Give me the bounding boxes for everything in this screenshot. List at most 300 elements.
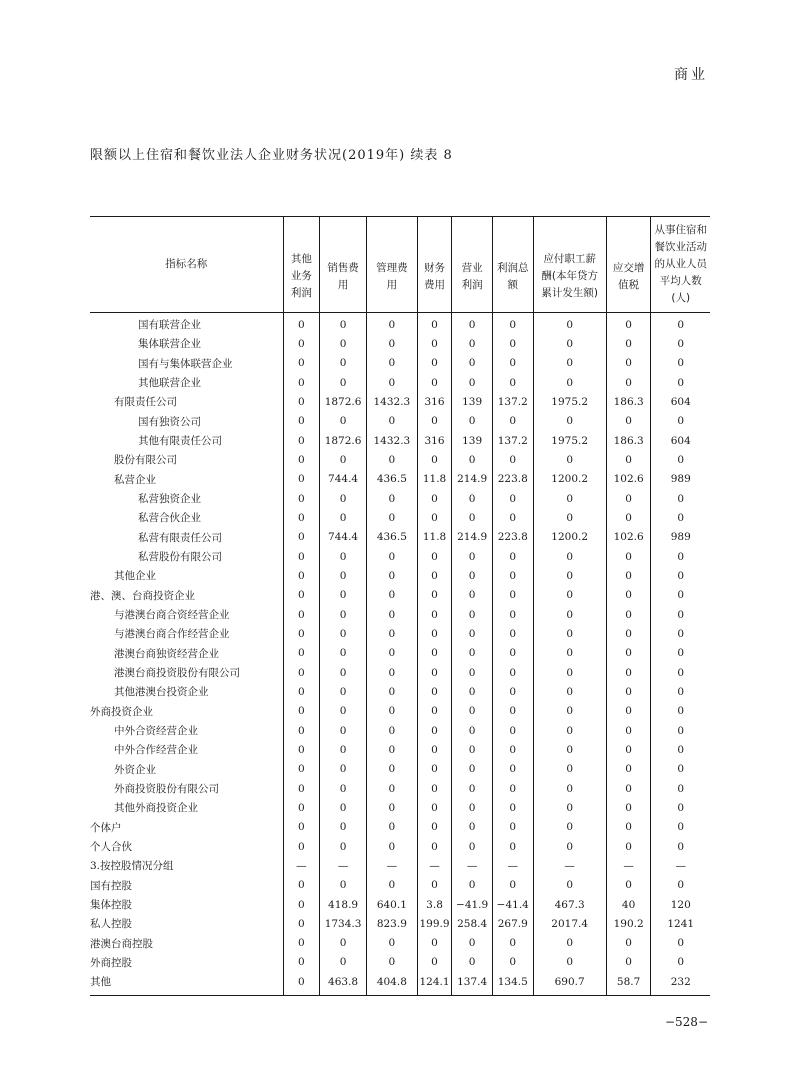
table-cell: 0 xyxy=(283,605,320,624)
table-cell: 1432.3 xyxy=(366,431,417,450)
table-cell: 0 xyxy=(533,624,606,643)
row-label: 港、澳、台商投资企业 xyxy=(90,589,195,602)
table-row xyxy=(90,547,710,566)
table-cell: 0 xyxy=(606,818,651,837)
table-cell: 0 xyxy=(366,547,417,566)
table-cell: 0 xyxy=(492,876,533,895)
table-cell: 0 xyxy=(651,760,710,779)
table-cell: 0 xyxy=(417,663,452,682)
table-cell: 0 xyxy=(492,586,533,605)
table-row xyxy=(90,450,710,469)
table-cell: 0 xyxy=(320,354,367,373)
table-cell: 0 xyxy=(492,508,533,527)
table-cell: 0 xyxy=(492,740,533,759)
table-row xyxy=(90,334,710,353)
table-cell: −41.4 xyxy=(492,895,533,914)
table-cell: 0 xyxy=(283,547,320,566)
header-line: 营业 xyxy=(461,261,483,274)
table-cell: 0 xyxy=(417,566,452,585)
row-label: 外资企业 xyxy=(114,763,156,776)
table-cell: 0 xyxy=(533,682,606,701)
table-cell: 0 xyxy=(283,508,320,527)
table-cell: 0 xyxy=(492,313,533,335)
table-cell: 0 xyxy=(452,450,493,469)
table-cell: 0 xyxy=(492,818,533,837)
table-cell: 0 xyxy=(492,354,533,373)
table-cell: 0 xyxy=(366,508,417,527)
table-cell: 0 xyxy=(417,876,452,895)
row-label: 私营股份有限公司 xyxy=(138,551,222,564)
table-cell: 0 xyxy=(533,740,606,759)
table-cell: 0 xyxy=(452,605,493,624)
table-cell: 0 xyxy=(606,663,651,682)
table-cell: 0 xyxy=(651,682,710,701)
row-label: 其他有限责任公司 xyxy=(138,435,222,448)
table-cell: 0 xyxy=(366,721,417,740)
table-cell: 0 xyxy=(320,489,367,508)
table-cell: 0 xyxy=(651,354,710,373)
header-line: 其他 xyxy=(290,253,312,265)
table-cell: 0 xyxy=(366,605,417,624)
header-financial-expenses xyxy=(417,217,452,313)
table-cell: 0 xyxy=(320,818,367,837)
header-line: 额 xyxy=(507,278,518,291)
header-line: 指标名称 xyxy=(165,258,208,270)
table-cell: 0 xyxy=(417,412,452,431)
row-label: 国有独资公司 xyxy=(138,415,201,428)
table-cell: 0 xyxy=(283,354,320,373)
table-row xyxy=(90,566,710,585)
table-cell: 436.5 xyxy=(366,470,417,489)
table-cell: 0 xyxy=(417,721,452,740)
table-cell: 102.6 xyxy=(606,470,651,489)
table-cell: 0 xyxy=(417,373,452,392)
table-cell: 0 xyxy=(606,953,651,972)
table-cell: 989 xyxy=(651,528,710,547)
table-cell: 0 xyxy=(320,837,367,856)
table-row xyxy=(90,837,710,856)
table-cell: — xyxy=(533,856,606,875)
table-cell: 186.3 xyxy=(606,392,651,411)
table-cell: 0 xyxy=(452,354,493,373)
table-cell: 137.4 xyxy=(452,972,493,996)
table-cell: 0 xyxy=(651,412,710,431)
table-cell: 0 xyxy=(452,779,493,798)
table-cell: 0 xyxy=(651,721,710,740)
table-cell: 0 xyxy=(283,760,320,779)
table-cell: 0 xyxy=(651,334,710,353)
row-label: 国有与集体联营企业 xyxy=(138,357,233,370)
table-cell: 0 xyxy=(452,760,493,779)
table-cell: 0 xyxy=(452,953,493,972)
header-total-profit xyxy=(492,217,533,313)
table-cell: 0 xyxy=(452,334,493,353)
table-cell: 0 xyxy=(452,412,493,431)
header-selling-expenses xyxy=(320,217,367,313)
table-cell: 0 xyxy=(283,721,320,740)
header-indicator-name xyxy=(90,217,283,313)
table-cell: 0 xyxy=(283,953,320,972)
table-cell: 0 xyxy=(366,489,417,508)
row-label: 其他港澳台投资企业 xyxy=(114,686,209,699)
table-cell: 0 xyxy=(366,779,417,798)
table-cell: 214.9 xyxy=(452,528,493,547)
table-cell: 0 xyxy=(417,489,452,508)
header-line: 应交增 xyxy=(612,261,645,274)
table-cell: 0 xyxy=(417,953,452,972)
table-cell: 0 xyxy=(320,412,367,431)
table-cell: 0 xyxy=(283,313,320,335)
table-cell: 0 xyxy=(283,798,320,817)
table-cell: 404.8 xyxy=(366,972,417,996)
table-cell: 0 xyxy=(533,934,606,953)
table-cell: 137.2 xyxy=(492,392,533,411)
table-cell: 0 xyxy=(606,779,651,798)
table-cell: 0 xyxy=(366,818,417,837)
table-cell: 0 xyxy=(452,682,493,701)
table-cell: 0 xyxy=(366,450,417,469)
table-cell: 0 xyxy=(651,547,710,566)
row-label: 其他企业 xyxy=(114,570,156,583)
table-cell: 0 xyxy=(283,489,320,508)
table-cell: — xyxy=(417,856,452,875)
table-cell: 0 xyxy=(606,624,651,643)
table-cell: 232 xyxy=(651,972,710,996)
table-cell: 0 xyxy=(320,508,367,527)
table-row xyxy=(90,972,710,996)
table-cell: 0 xyxy=(492,624,533,643)
table-cell: 0 xyxy=(452,566,493,585)
table-cell: 0 xyxy=(651,586,710,605)
table-cell: 199.9 xyxy=(417,914,452,933)
table-cell: 0 xyxy=(492,412,533,431)
table-body xyxy=(90,313,710,996)
table-cell: 0 xyxy=(417,334,452,353)
table-row xyxy=(90,624,710,643)
table-cell: 0 xyxy=(492,760,533,779)
table-cell: 0 xyxy=(283,470,320,489)
table-cell: 223.8 xyxy=(492,528,533,547)
table-cell: 0 xyxy=(651,702,710,721)
table-cell: 0 xyxy=(452,876,493,895)
table-row xyxy=(90,682,710,701)
table-cell: 0 xyxy=(492,334,533,353)
table-cell: 0 xyxy=(452,313,493,335)
table-cell: 0 xyxy=(320,702,367,721)
table-cell: 0 xyxy=(283,624,320,643)
table-cell: 0 xyxy=(320,953,367,972)
table-cell: 0 xyxy=(492,934,533,953)
table-row xyxy=(90,605,710,624)
header-payroll-payable xyxy=(533,217,606,313)
table-cell: 258.4 xyxy=(452,914,493,933)
table-cell: 0 xyxy=(366,354,417,373)
table-cell: 0 xyxy=(651,740,710,759)
table-cell: 0 xyxy=(283,566,320,585)
table-cell: 0 xyxy=(320,313,367,335)
table-cell: 0 xyxy=(492,702,533,721)
table-cell: 0 xyxy=(320,644,367,663)
row-label: 港澳台商独资经营企业 xyxy=(114,647,219,660)
table-cell: 0 xyxy=(452,702,493,721)
table-row xyxy=(90,740,710,759)
table-cell: 0 xyxy=(417,798,452,817)
row-label: 与港澳台商合作经营企业 xyxy=(114,628,230,641)
table-cell: 0 xyxy=(320,798,367,817)
table-row xyxy=(90,856,710,875)
table-cell: 0 xyxy=(283,586,320,605)
table-cell: 0 xyxy=(651,663,710,682)
table-cell: 0 xyxy=(606,682,651,701)
table-cell: 0 xyxy=(606,876,651,895)
table-cell: 0 xyxy=(283,779,320,798)
table-cell: 0 xyxy=(417,508,452,527)
table-cell: 0 xyxy=(533,876,606,895)
table-cell: 0 xyxy=(320,334,367,353)
table-cell: 0 xyxy=(366,876,417,895)
table-cell: 0 xyxy=(533,334,606,353)
row-label: 港澳台商控股 xyxy=(90,937,153,950)
table-cell: 0 xyxy=(320,721,367,740)
table-cell: 0 xyxy=(366,760,417,779)
header-avg-employees xyxy=(651,217,710,313)
row-label: 个体户 xyxy=(90,821,122,834)
table-cell: 0 xyxy=(320,373,367,392)
table-cell: 134.5 xyxy=(492,972,533,996)
table-cell: 0 xyxy=(366,837,417,856)
table-cell: 0 xyxy=(283,644,320,663)
table-cell: 0 xyxy=(417,313,452,335)
table-cell: 0 xyxy=(533,798,606,817)
row-label: 外商投资企业 xyxy=(90,705,153,718)
table-cell: 0 xyxy=(651,489,710,508)
row-label: 集体控股 xyxy=(90,899,132,911)
table-row xyxy=(90,876,710,895)
table-cell: — xyxy=(492,856,533,875)
table-cell: 3.8 xyxy=(417,895,452,914)
table-cell: 0 xyxy=(283,373,320,392)
row-label: 有限责任公司 xyxy=(114,396,177,409)
table-cell: 0 xyxy=(651,644,710,663)
header-admin-expenses xyxy=(366,217,417,313)
table-cell: 0 xyxy=(533,586,606,605)
table-cell: 0 xyxy=(492,682,533,701)
row-label: 私人控股 xyxy=(90,918,132,931)
table-cell: 0 xyxy=(283,818,320,837)
table-cell: 0 xyxy=(606,586,651,605)
table-cell: 40 xyxy=(606,895,651,914)
table-cell: 0 xyxy=(417,740,452,759)
table-cell: 0 xyxy=(606,798,651,817)
table-cell: 0 xyxy=(283,837,320,856)
table-row xyxy=(90,313,710,335)
table-cell: 418.9 xyxy=(320,895,367,914)
table-cell: 0 xyxy=(366,740,417,759)
table-cell: 0 xyxy=(320,876,367,895)
table-cell: 267.9 xyxy=(492,914,533,933)
table-cell: 1200.2 xyxy=(533,470,606,489)
table-row xyxy=(90,392,710,411)
table-cell: 0 xyxy=(606,721,651,740)
table-cell: 0 xyxy=(417,779,452,798)
table-cell: 0 xyxy=(606,837,651,856)
table-cell: 0 xyxy=(366,624,417,643)
table-cell: 0 xyxy=(606,450,651,469)
table-cell: 1975.2 xyxy=(533,431,606,450)
row-label: 个人合伙 xyxy=(90,841,132,854)
table-cell: 0 xyxy=(417,586,452,605)
table-cell: 58.7 xyxy=(606,972,651,996)
table-cell: 0 xyxy=(452,934,493,953)
table-cell: 0 xyxy=(452,644,493,663)
table-cell: 0 xyxy=(492,721,533,740)
table-cell: 0 xyxy=(452,740,493,759)
table-cell: 0 xyxy=(417,605,452,624)
table-cell: 0 xyxy=(320,682,367,701)
table-cell: 0 xyxy=(492,489,533,508)
row-label: 其他 xyxy=(90,972,283,996)
financial-table xyxy=(90,216,710,996)
header-line: 餐饮业活动 xyxy=(654,241,707,253)
table-row xyxy=(90,508,710,527)
table-cell: 0 xyxy=(366,663,417,682)
table-row xyxy=(90,779,710,798)
table-cell: 0 xyxy=(452,837,493,856)
table-cell: 0 xyxy=(651,450,710,469)
row-label: 其他外商投资企业 xyxy=(114,802,198,815)
table-cell: 0 xyxy=(283,450,320,469)
table-cell: 0 xyxy=(366,934,417,953)
table-cell: 0 xyxy=(533,779,606,798)
table-cell: 604 xyxy=(651,392,710,411)
table-cell: 0 xyxy=(606,760,651,779)
table-cell: 0 xyxy=(283,431,320,450)
row-label: 中外合资经营企业 xyxy=(114,725,198,738)
header-line: 平均人数 xyxy=(659,275,702,287)
table-cell: 0 xyxy=(651,566,710,585)
table-cell: 137.2 xyxy=(492,431,533,450)
table-cell: 0 xyxy=(492,566,533,585)
header-line: 累计发生额) xyxy=(541,287,598,299)
row-label: 国有控股 xyxy=(90,879,132,892)
table-cell: 0 xyxy=(533,566,606,585)
table-cell: — xyxy=(366,856,417,875)
table-cell: 604 xyxy=(651,431,710,450)
table-cell: 0 xyxy=(417,354,452,373)
row-label: 外商投资股份有限公司 xyxy=(114,783,219,796)
header-row xyxy=(90,217,710,313)
table-cell: 0 xyxy=(533,818,606,837)
table-cell: 0 xyxy=(320,450,367,469)
table-cell: 0 xyxy=(606,547,651,566)
header-line: 销售费 xyxy=(327,261,359,274)
table-cell: 0 xyxy=(606,334,651,353)
table-cell: 0 xyxy=(320,779,367,798)
row-label: 私营企业 xyxy=(114,473,156,486)
table-cell: 0 xyxy=(452,586,493,605)
table-cell: 0 xyxy=(417,682,452,701)
table-cell: 0 xyxy=(417,818,452,837)
table-cell: 0 xyxy=(533,663,606,682)
table-cell: — xyxy=(606,856,651,875)
table-cell: — xyxy=(320,856,367,875)
row-label: 国有联营企业 xyxy=(138,319,201,332)
table-cell: 0 xyxy=(533,412,606,431)
table-cell: 0 xyxy=(651,779,710,798)
table-cell: 436.5 xyxy=(366,528,417,547)
table-cell: 0 xyxy=(492,605,533,624)
header-line: 酬(本年贷方 xyxy=(541,270,598,282)
table-cell: 0 xyxy=(492,450,533,469)
table-cell: 1432.3 xyxy=(366,392,417,411)
table-cell: 316 xyxy=(417,392,452,411)
table-row xyxy=(90,663,710,682)
table-cell: 0 xyxy=(366,798,417,817)
table-cell: 0 xyxy=(283,528,320,547)
table-cell: 0 xyxy=(651,624,710,643)
table-cell: 1200.2 xyxy=(533,528,606,547)
table-cell: 0 xyxy=(533,450,606,469)
table-cell: 0 xyxy=(283,876,320,895)
table-row xyxy=(90,721,710,740)
table-cell: 0 xyxy=(366,566,417,585)
table-row xyxy=(90,818,710,837)
table-cell: 0 xyxy=(651,818,710,837)
table-cell: — xyxy=(651,856,710,875)
table-cell: 11.8 xyxy=(417,470,452,489)
table-cell: 823.9 xyxy=(366,914,417,933)
table-cell: 0 xyxy=(651,605,710,624)
row-label: 私营合伙企业 xyxy=(138,512,201,525)
table-cell: 0 xyxy=(283,740,320,759)
header-line: 的从业人员 xyxy=(654,258,707,270)
table-row xyxy=(90,586,710,605)
table-cell: 214.9 xyxy=(452,470,493,489)
table-cell: 0 xyxy=(417,934,452,953)
table-cell: 0 xyxy=(492,663,533,682)
table-cell: — xyxy=(283,856,320,875)
table-cell: 0 xyxy=(606,644,651,663)
table-cell: 0 xyxy=(606,566,651,585)
table-cell: 0 xyxy=(452,798,493,817)
table-cell: 0 xyxy=(417,450,452,469)
table-cell: 0 xyxy=(606,508,651,527)
table-cell: 11.8 xyxy=(417,528,452,547)
table-cell: 0 xyxy=(452,721,493,740)
table-cell: 0 xyxy=(533,373,606,392)
table-cell: 0 xyxy=(452,489,493,508)
header-vat-payable xyxy=(606,217,651,313)
header-line: 管理费 xyxy=(376,261,408,274)
table-cell: 0 xyxy=(606,605,651,624)
table-cell: 0 xyxy=(320,547,367,566)
header-line: 利润 xyxy=(290,287,312,299)
table-cell: 0 xyxy=(606,934,651,953)
row-label: 私营独资企业 xyxy=(138,493,201,506)
header-line: 应付职工薪 xyxy=(543,253,596,265)
table-cell: 744.4 xyxy=(320,528,367,547)
table-row xyxy=(90,412,710,431)
header-line: 利润总 xyxy=(497,261,529,274)
row-label: 中外合作经营企业 xyxy=(114,744,198,757)
table-cell: 0 xyxy=(533,953,606,972)
table-cell: 0 xyxy=(283,412,320,431)
table-cell: 0 xyxy=(283,895,320,914)
table-cell: 0 xyxy=(320,566,367,585)
header-line: 用 xyxy=(386,278,398,291)
table-cell: 0 xyxy=(417,760,452,779)
table-cell: 1241 xyxy=(651,914,710,933)
